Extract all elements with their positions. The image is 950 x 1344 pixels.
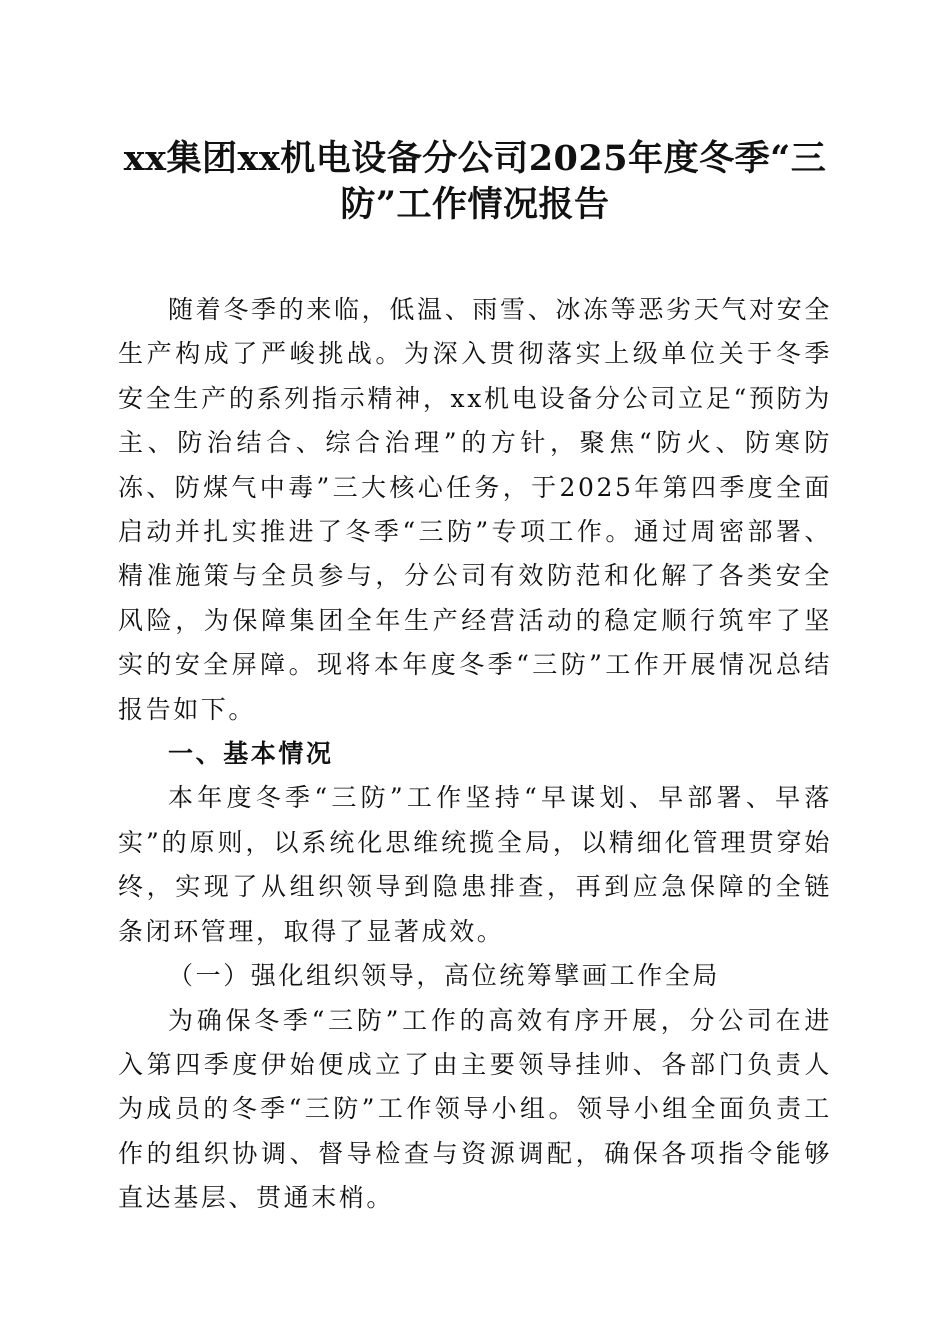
intro-paragraph: 随着冬季的来临，低温、雨雪、冰冻等恶劣天气对安全生产构成了严峻挑战。为深入贯彻落实上级单位关于冬季安全生产的系列指示精神，xx机电设备分公司立足“预防为主、防治结合、综合治理”的方针，聚焦“防火、防寒防冻、防煤气中毒”三大核心任务，于2025年第四季度全面启动并扎实推进了冬季“三防”专项工作。通过周密部署、精准施策与全员参与，分公司有效防范和化解了各类安全风险，为保障集团全年生产经营活动的稳定顺行筑牢了坚实的安全屏障。现将本年度冬季“三防”工作开展情况总结报告如下。: [118, 295, 832, 724]
document-page: [118, 136, 832, 1221]
section-paragraph-basic-situation: 本年度冬季“三防”工作坚持“早谋划、早部署、早落实”的原则，以系统化思维统揽全局，以精细化管理贯穿始终，实现了从组织领导到隐患排查，再到应急保障的全链条闭环管理，取得了显著成效。: [118, 783, 832, 946]
document-title: xx集团xx机电设备分公司2025年度冬季“三防”工作情况报告: [123, 138, 827, 225]
section-heading-basic-situation: 一、基本情况: [168, 739, 334, 769]
document-body: [118, 288, 832, 1221]
subsection-paragraph-organization: 为确保冬季“三防”工作的高效有序开展，分公司在进入第四季度伊始便成立了由主要领导挂帅、各部门负责人为成员的冬季“三防”工作领导小组。领导小组全面负责工作的组织协调、督导检查与资源调配，确保各项指令能够直达基层、贯通末梢。: [118, 1005, 832, 1213]
subsection-heading-organization: （一）强化组织领导，高位统筹擘画工作全局: [168, 961, 721, 991]
